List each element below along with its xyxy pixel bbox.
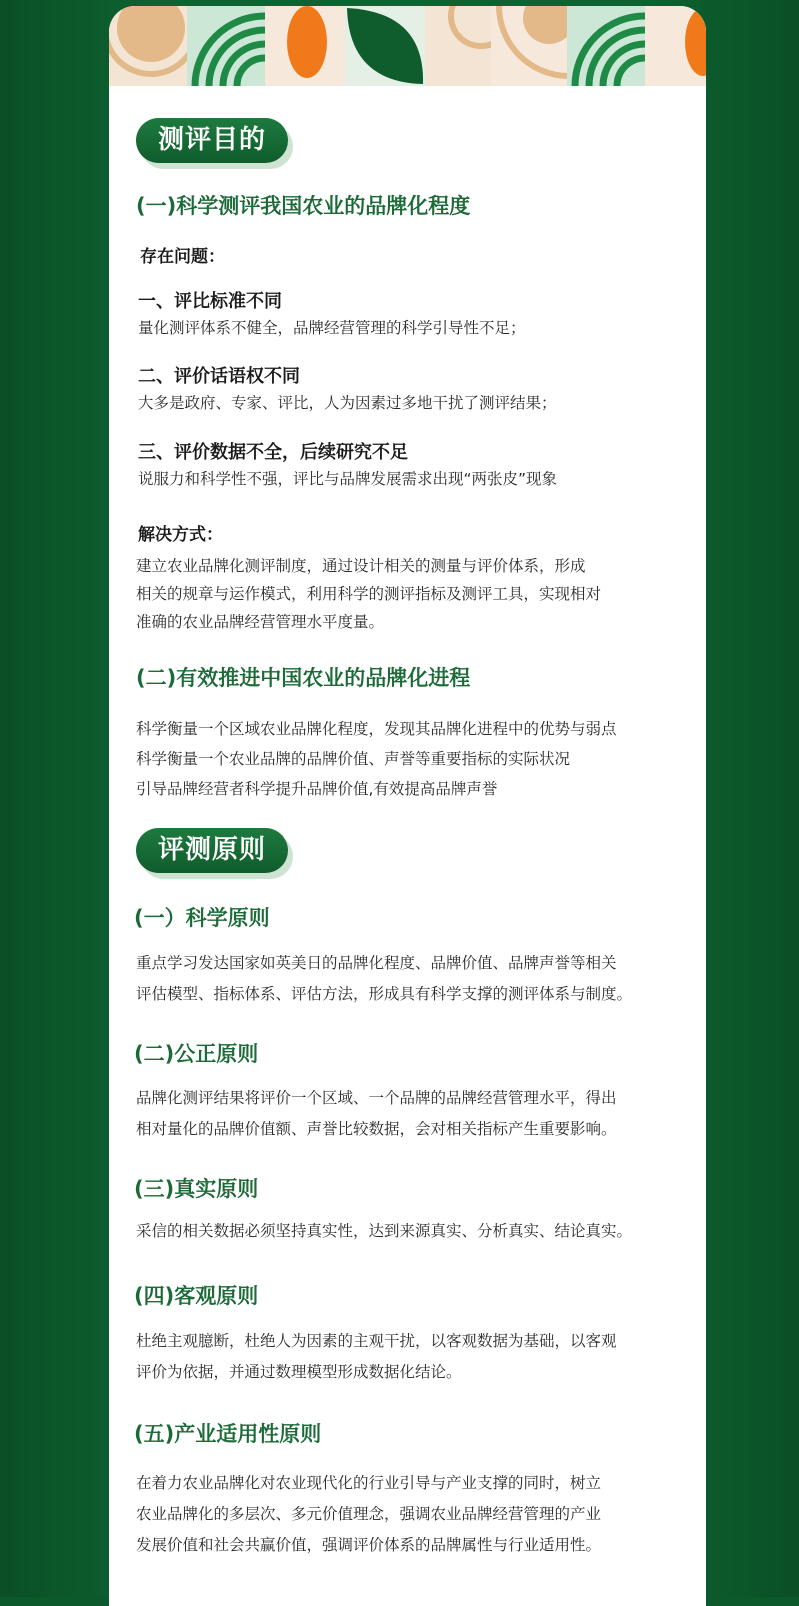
subsection-title: (二)有效推进中国农业的品牌化进程 (136, 666, 471, 690)
principle-title: (二)公正原则 (134, 1042, 259, 1066)
paragraph-line: 评估模型、指标体系、评估方法，形成具有科学支撑的测评体系与制度。 (136, 985, 633, 1003)
paragraph-line: 农业品牌化的多层次、多元价值理念，强调农业品牌经营管理的产业 (136, 1505, 602, 1523)
issue-title: 一、评比标准不同 (138, 291, 282, 312)
issue-title: 二、评价话语权不同 (138, 366, 300, 387)
card-content (109, 6, 706, 1606)
paragraph-line: 建立农业品牌化测评制度，通过设计相关的测量与评价体系，形成 (136, 557, 586, 575)
paragraph-line: 准确的农业品牌经营管理水平度量。 (136, 613, 385, 631)
principle-title: (三)真实原则 (134, 1177, 259, 1201)
paragraph-line: 科学衡量一个区域农业品牌化程度，发现其品牌化进程中的优势与弱点 (136, 720, 617, 738)
principle-paragraph (136, 1217, 701, 1245)
issue-text: 量化测评体系不健全，品牌经营管理的科学引导性不足； (138, 319, 526, 337)
progress-paragraph (136, 714, 701, 804)
problems-label: 存在问题： (140, 247, 225, 267)
principle-paragraph (136, 1083, 701, 1145)
paragraph-line: 相对量化的品牌价值额、声誉比较数据，会对相关指标产生重要影响。 (136, 1120, 617, 1138)
issue-title: 三、评价数据不全，后续研究不足 (138, 442, 408, 463)
principle-paragraph (136, 948, 701, 1010)
paragraph-line: 品牌化测评结果将评价一个区域、一个品牌的品牌经营管理水平，得出 (136, 1089, 617, 1107)
paragraph-line: 杜绝主观臆断，杜绝人为因素的主观干扰，以客观数据为基础，以客观 (136, 1332, 617, 1350)
paragraph-line: 发展价值和社会共赢价值，强调评价体系的品牌属性与行业适用性。 (136, 1536, 602, 1554)
principle-title: (五)产业适用性原则 (134, 1422, 322, 1446)
content-card (109, 6, 706, 1606)
principle-title: (一）科学原则 (134, 906, 270, 930)
paragraph-line: 重点学习发达国家如英美日的品牌化程度、品牌价值、品牌声誉等相关 (136, 954, 617, 972)
paragraph-line: 相关的规章与运作模式，利用科学的测评指标及测评工具，实现相对 (136, 585, 602, 603)
issue-text: 说服力和科学性不强，评比与品牌发展需求出现“两张皮”现象 (138, 470, 558, 488)
paragraph-line: 科学衡量一个农业品牌的品牌价值、声誉等重要指标的实际状况 (136, 750, 571, 768)
paragraph-line: 在着力农业品牌化对农业现代化的行业引导与产业支撑的同时，树立 (136, 1474, 602, 1492)
paragraph-line: 评价为依据，并通过数理模型形成数据化结论。 (136, 1363, 462, 1381)
section-pill-purpose: 测评目的 (136, 118, 288, 163)
principle-paragraph (136, 1468, 701, 1561)
subsection-title: (一)科学测评我国农业的品牌化程度 (136, 194, 471, 218)
issue-text: 大多是政府、专家、评比，人为因素过多地干扰了测评结果； (138, 394, 557, 412)
solution-paragraph (136, 552, 701, 636)
paragraph-line: 引导品牌经营者科学提升品牌价值,有效提高品牌声誉 (136, 780, 498, 798)
solution-label: 解决方式： (138, 525, 223, 545)
section-pill-principles: 评测原则 (136, 828, 288, 873)
paragraph-line: 采信的相关数据必须坚持真实性，达到来源真实、分析真实、结论真实。 (136, 1222, 633, 1240)
principle-title: (四)客观原则 (134, 1284, 259, 1308)
principle-paragraph (136, 1326, 701, 1388)
